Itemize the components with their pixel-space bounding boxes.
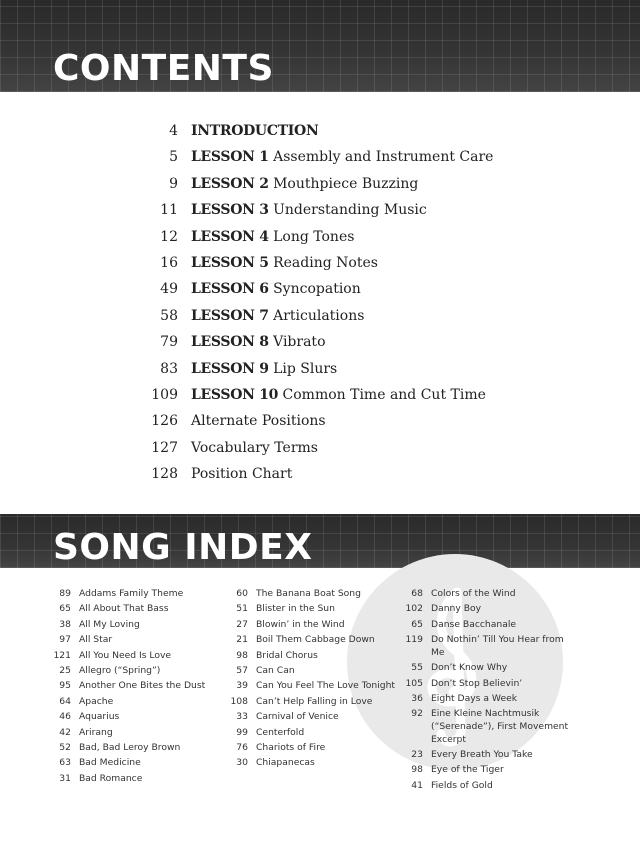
toc-entry: [191, 435, 318, 461]
song-title: Apache: [79, 695, 114, 707]
song-title: Bad Romance: [79, 772, 143, 784]
song-title: The Banana Boat Song: [256, 588, 361, 599]
toc-page-number: 49: [160, 281, 178, 298]
song-index-row[interactable]: [229, 665, 399, 678]
toc-page-number: 79: [160, 334, 178, 351]
song-index-row[interactable]: [229, 742, 399, 755]
song-title: Danse Bacchanale: [431, 618, 517, 630]
song-index-row[interactable]: [52, 757, 222, 770]
song-index-row[interactable]: [229, 650, 399, 663]
contents-banner: [0, 0, 640, 92]
toc-lesson-title: Reading Notes: [273, 254, 378, 271]
toc-lesson-title: Syncopation: [273, 281, 361, 298]
song-title: Can’t Help Falling in Love: [256, 695, 373, 707]
song-title: Blister in the Sun: [256, 603, 335, 615]
song-page-number: 23: [411, 748, 423, 760]
toc-page-number: 58: [160, 307, 178, 324]
song-title: All My Loving: [79, 618, 140, 630]
song-title: Bridal Chorus: [256, 649, 318, 661]
song-index-row[interactable]: [229, 588, 399, 601]
toc-entry: [191, 303, 364, 329]
table-of-contents: [0, 118, 640, 487]
toc-row[interactable]: [0, 303, 640, 329]
song-page-number: 108: [230, 695, 248, 707]
toc-row[interactable]: [0, 118, 640, 144]
song-index-row[interactable]: [52, 696, 222, 709]
song-index-row[interactable]: [229, 711, 399, 724]
toc-lesson-title: Alternate Positions: [191, 413, 326, 430]
song-title: Do Nothin’ Till You Hear from Me: [431, 634, 564, 658]
song-index-row[interactable]: [52, 603, 222, 616]
song-page-number: 60: [236, 588, 248, 599]
song-page-number: 119: [405, 634, 423, 646]
toc-lesson-label: LESSON 10: [191, 386, 279, 403]
toc-row[interactable]: [0, 144, 640, 170]
song-title: Boil Them Cabbage Down: [256, 634, 375, 646]
song-page-number: 65: [411, 618, 423, 630]
toc-entry: [191, 276, 361, 302]
song-title: Chiapanecas: [256, 757, 315, 769]
toc-lesson-title: Position Chart: [191, 466, 293, 483]
song-page-number: 95: [59, 680, 71, 692]
toc-lesson-label: LESSON 8: [191, 334, 269, 351]
toc-row[interactable]: [0, 382, 640, 408]
song-page-number: 57: [236, 664, 248, 676]
toc-lesson-label: INTRODUCTION: [191, 123, 319, 139]
song-index-column-3: [404, 588, 574, 795]
song-title: Carnival of Venice: [256, 711, 339, 723]
toc-page-number: 126: [151, 413, 178, 430]
toc-lesson-title: Vocabulary Terms: [191, 439, 318, 456]
song-index-row[interactable]: [229, 603, 399, 616]
song-title: Colors of the Wind: [431, 588, 516, 599]
song-title: Eight Days a Week: [431, 692, 518, 704]
song-index-row[interactable]: [52, 727, 222, 740]
song-page-number: 39: [236, 680, 248, 692]
toc-row[interactable]: [0, 276, 640, 302]
song-page-number: 46: [59, 711, 71, 723]
song-page-number: 65: [59, 603, 71, 615]
toc-entry: [191, 356, 337, 382]
song-title: Don’t Stop Believin’: [431, 677, 523, 689]
toc-entry: [191, 329, 326, 355]
toc-page-number: 109: [151, 386, 178, 403]
song-index-row[interactable]: [404, 693, 574, 706]
song-index-row[interactable]: [404, 678, 574, 691]
song-title: Can Can: [256, 664, 295, 676]
song-title: All Star: [79, 634, 113, 646]
toc-lesson-title: Vibrato: [273, 334, 326, 351]
song-index-row[interactable]: [404, 764, 574, 777]
toc-entry: [191, 171, 418, 197]
song-index-heading: SONG INDEX: [53, 527, 313, 568]
song-title: All You Need Is Love: [79, 649, 172, 661]
song-page-number: 42: [59, 726, 71, 738]
song-page-number: 76: [236, 741, 248, 753]
toc-row[interactable]: [0, 356, 640, 382]
song-title: Bad, Bad Leroy Brown: [79, 741, 181, 753]
song-title: Blowin’ in the Wind: [256, 618, 345, 630]
toc-lesson-label: LESSON 2: [191, 175, 269, 192]
song-index-row[interactable]: [404, 708, 574, 746]
song-index-row[interactable]: [404, 588, 574, 601]
song-page-number: 38: [59, 618, 71, 630]
song-index-row[interactable]: [52, 665, 222, 678]
song-title: All About That Bass: [79, 603, 169, 615]
song-page-number: 105: [405, 677, 423, 689]
song-page-number: 68: [411, 588, 423, 599]
toc-lesson-title: Lip Slurs: [273, 360, 338, 377]
song-index-row[interactable]: [229, 680, 399, 693]
song-title: Arirang: [79, 726, 113, 738]
toc-page-number: 127: [151, 439, 178, 456]
song-index-row[interactable]: [52, 619, 222, 632]
toc-page-number: 9: [169, 175, 178, 192]
toc-page-number: 5: [169, 149, 178, 166]
song-index-row[interactable]: [404, 780, 574, 793]
toc-lesson-label: LESSON 9: [191, 360, 269, 377]
toc-entry: [191, 382, 486, 408]
toc-row[interactable]: [0, 461, 640, 487]
song-page-number: 98: [236, 649, 248, 661]
toc-page-number: 83: [160, 360, 178, 377]
song-index-row[interactable]: [229, 727, 399, 740]
song-page-number: 102: [405, 603, 423, 615]
toc-lesson-label: LESSON 6: [191, 281, 269, 298]
toc-lesson-title: Understanding Music: [273, 202, 427, 219]
song-page-number: 98: [411, 764, 423, 776]
toc-entry: [191, 408, 326, 434]
toc-lesson-title: Articulations: [273, 307, 365, 324]
song-index-row[interactable]: [404, 603, 574, 616]
toc-entry: [191, 250, 378, 276]
toc-entry: [191, 224, 354, 250]
toc-lesson-title: Assembly and Instrument Care: [273, 149, 494, 166]
toc-lesson-label: LESSON 3: [191, 202, 269, 219]
song-title: Chariots of Fire: [256, 741, 326, 753]
toc-lesson-label: LESSON 4: [191, 228, 269, 245]
song-title: Allegro (“Spring”): [79, 664, 161, 676]
toc-page-number: 4: [169, 123, 178, 139]
song-page-number: 51: [236, 603, 248, 615]
song-page-number: 25: [59, 664, 71, 676]
contents-heading: CONTENTS: [53, 48, 274, 89]
song-page-number: 21: [236, 634, 248, 646]
toc-row[interactable]: [0, 250, 640, 276]
song-title: Fields of Gold: [431, 779, 493, 791]
toc-lesson-title: Long Tones: [273, 228, 355, 245]
song-page-number: 99: [236, 726, 248, 738]
toc-entry: [191, 118, 318, 144]
song-title: Eine Kleine Nachtmusik (“Serenade”), First Movement Excerpt: [431, 708, 569, 745]
song-page-number: 55: [411, 662, 423, 674]
song-page-number: 30: [236, 757, 248, 769]
toc-row[interactable]: [0, 435, 640, 461]
toc-entry: [191, 461, 292, 487]
song-page-number: 63: [59, 757, 71, 769]
toc-lesson-label: LESSON 7: [191, 307, 269, 324]
song-index-row[interactable]: [229, 619, 399, 632]
toc-lesson-label: LESSON 1: [191, 149, 269, 166]
song-title: Don’t Know Why: [431, 662, 508, 674]
song-index-row[interactable]: [229, 634, 399, 647]
song-title: Danny Boy: [431, 603, 482, 615]
song-page-number: 89: [59, 588, 71, 599]
song-page-number: 41: [411, 779, 423, 791]
song-index-row[interactable]: [404, 619, 574, 632]
toc-lesson-title: Common Time and Cut Time: [282, 386, 486, 403]
song-page-number: 52: [59, 741, 71, 753]
toc-entry: [191, 197, 427, 223]
toc-lesson-title: Mouthpiece Buzzing: [273, 175, 419, 192]
song-index-column-1: [52, 588, 222, 788]
toc-row[interactable]: [0, 329, 640, 355]
song-title: Another One Bites the Dust: [79, 680, 206, 692]
song-page-number: 97: [59, 634, 71, 646]
song-index-row[interactable]: [52, 650, 222, 663]
toc-page-number: 128: [151, 466, 178, 483]
toc-lesson-label: LESSON 5: [191, 254, 269, 271]
song-index-row[interactable]: [52, 634, 222, 647]
song-page-number: 36: [411, 692, 423, 704]
toc-page-number: 11: [160, 202, 178, 219]
song-index-row[interactable]: [52, 711, 222, 724]
song-index-column-2: [229, 588, 399, 773]
song-title: Aquarius: [79, 711, 120, 723]
song-index-row[interactable]: [229, 757, 399, 770]
toc-row[interactable]: [0, 408, 640, 434]
song-page-number: 33: [236, 711, 248, 723]
song-title: Centerfold: [256, 726, 305, 738]
song-index-row[interactable]: [404, 634, 574, 659]
song-index-row[interactable]: [229, 696, 399, 709]
toc-page-number: 12: [160, 228, 178, 245]
toc-row[interactable]: [0, 171, 640, 197]
song-page-number: 31: [59, 772, 71, 784]
song-title: Can You Feel The Love Tonight: [256, 680, 396, 692]
song-index-row[interactable]: [52, 742, 222, 755]
toc-entry: [191, 144, 493, 170]
song-title: Bad Medicine: [79, 757, 141, 769]
song-title: Every Breath You Take: [431, 748, 533, 760]
toc-row[interactable]: [0, 224, 640, 250]
toc-row[interactable]: [0, 197, 640, 223]
song-index-row[interactable]: [404, 662, 574, 675]
song-index-row[interactable]: [52, 773, 222, 786]
song-title: Eye of the Tiger: [431, 764, 504, 776]
song-page-number: 121: [53, 649, 71, 661]
song-page-number: 64: [59, 695, 71, 707]
toc-page-number: 16: [160, 254, 178, 271]
song-page-number: 92: [411, 708, 423, 720]
song-title: Addams Family Theme: [79, 588, 184, 599]
song-page-number: 27: [236, 618, 248, 630]
song-index-row[interactable]: [52, 680, 222, 693]
song-index-row[interactable]: [52, 588, 222, 601]
song-index-row[interactable]: [404, 749, 574, 762]
